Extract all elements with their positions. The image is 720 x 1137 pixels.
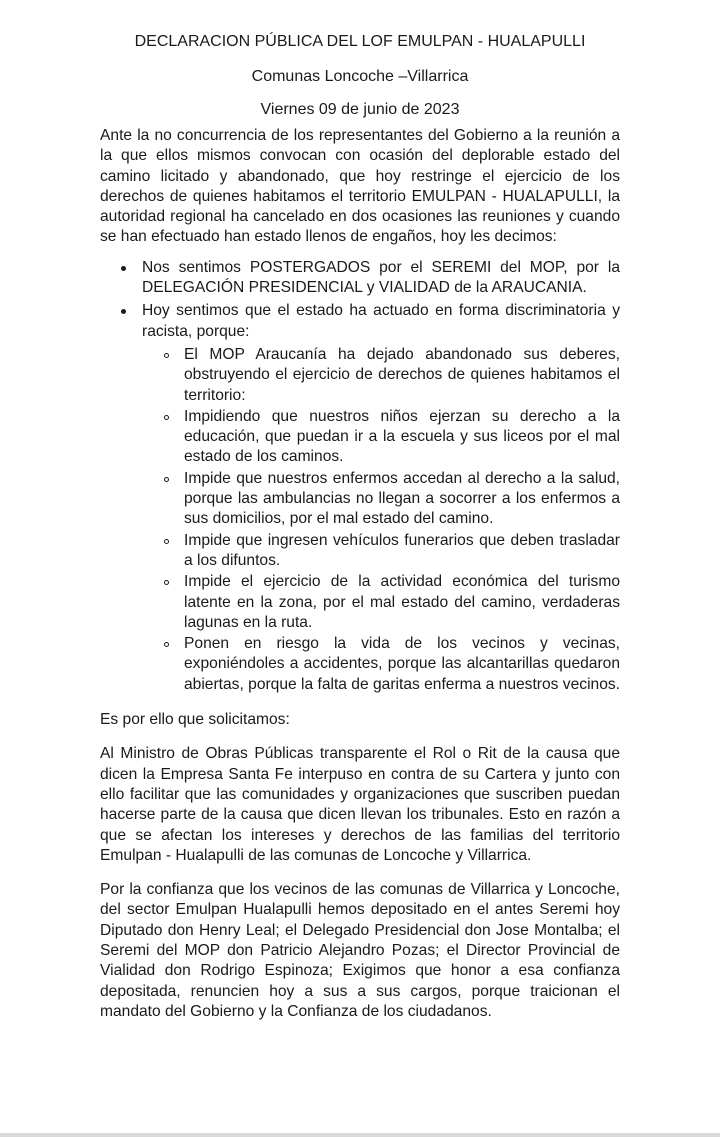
document-communes: Comunas Loncoche –Villarrica xyxy=(251,68,469,85)
sub-item-text: Ponen en riesgo la vida de los vecinos y vecinas, exponiéndoles a accidentes, porque las alcantarillas quedaron abiertas, porque la falta de garitas enferma a nuestros vecinos. xyxy=(184,635,621,693)
list-item xyxy=(100,301,620,695)
document-date: Viernes 09 de junio de 2023 xyxy=(260,101,460,118)
sub-item-text: El MOP Araucanía ha dejado abandonado sus deberes, obstruyendo el ejercicio de derechos de quienes habitamos el territorio: xyxy=(184,345,620,404)
list-item xyxy=(100,258,620,299)
sub-item-text: Impide el ejercicio de la actividad económica del turismo latente en la zona, por el mal estado del camino, verdaderas lagunas en la ruta. xyxy=(184,573,620,631)
request-paragraph: Al Ministro de Obras Públicas transparente el Rol o Rit de la causa que dicen la Empresa Santa Fe interpuso en contra de su Cartera y junto con ello facilitar que las comunidades y organizaciones que suscriben puedan hacerse parte de la causa que dicen llevan los tribunales. Esto en razón a que se afectan los intereses y derechos de las familias del territorio Emulpan - Hualapulli de las comunas de Loncoche y Villarrica. xyxy=(100,745,620,864)
sub-list-item xyxy=(142,572,620,633)
circle-bullet-icon xyxy=(164,642,169,647)
bullet-icon xyxy=(121,309,126,314)
sub-list-item xyxy=(142,634,620,695)
bottom-divider xyxy=(0,1133,720,1137)
intro-paragraph: Ante la no concurrencia de los representantes del Gobierno a la reunión a la que ellos mismos convocan con ocasión del deplorable estado del camino licitado y abandonado, que hoy restringe el ejercicio de los derechos de quienes habitamos el territorio EMULPAN - HUALAPULLI, la autoridad regional ha cancelado en dos ocasiones las reuniones y cuando se han efectuado han estado llenos de engaños, hoy les decimos: xyxy=(100,127,620,246)
bullet-text: Hoy sentimos que el estado ha actuado en forma discriminatoria y racista, porque: xyxy=(142,302,620,340)
circle-bullet-icon xyxy=(164,580,169,585)
circle-bullet-icon xyxy=(164,415,169,420)
circle-bullet-icon xyxy=(164,477,169,482)
circle-bullet-icon xyxy=(164,539,169,544)
sub-list-item xyxy=(142,345,620,406)
sub-item-text: Impidiendo que nuestros niños ejerzan su derecho a la educación, que puedan ir a la escuela y sus liceos por el mal estado de los caminos. xyxy=(184,407,620,466)
confidence-paragraph: Por la confianza que los vecinos de las comunas de Villarrica y Loncoche, del sector Emulpan Hualapulli hemos depositado en el antes Seremi hoy Diputado don Henry Leal; el Delegado Presidencial don Jose Montalba; el Seremi del MOP don Patricio Alejandro Pozas; el Director Provincial de Vialidad don Rodrigo Espinoza; Exigimos que honor a esa confianza depositada, renuncien hoy a sus a sus cargos, porque traicionan el mandato del Gobierno y la Confianza de los ciudadanos. xyxy=(100,881,620,1020)
sub-item-text: Impide que ingresen vehículos funerarios que deben trasladar a los difuntos. xyxy=(184,531,620,569)
circle-bullet-icon xyxy=(164,353,169,358)
sub-item-text: Impide que nuestros enfermos accedan al derecho a la salud, porque las ambulancias no llegan a socorrer a los enfermos a sus domicilios, por el mal estado del camino. xyxy=(184,469,620,528)
bullet-icon xyxy=(121,266,126,271)
bullet-list xyxy=(100,258,620,695)
sub-list xyxy=(142,345,620,695)
bullet-text: Nos sentimos POSTERGADOS por el SEREMI del MOP, por la DELEGACIÓN PRESIDENCIAL y VIALIDAD de la ARAUCANIA. xyxy=(142,258,620,297)
request-intro: Es por ello que solicitamos: xyxy=(100,711,290,729)
document-title: DECLARACION PÚBLICA DEL LOF EMULPAN - HUALAPULLI xyxy=(134,33,586,50)
sub-list-item xyxy=(142,407,620,468)
sub-list-item xyxy=(142,469,620,530)
sub-list-item xyxy=(142,531,620,572)
